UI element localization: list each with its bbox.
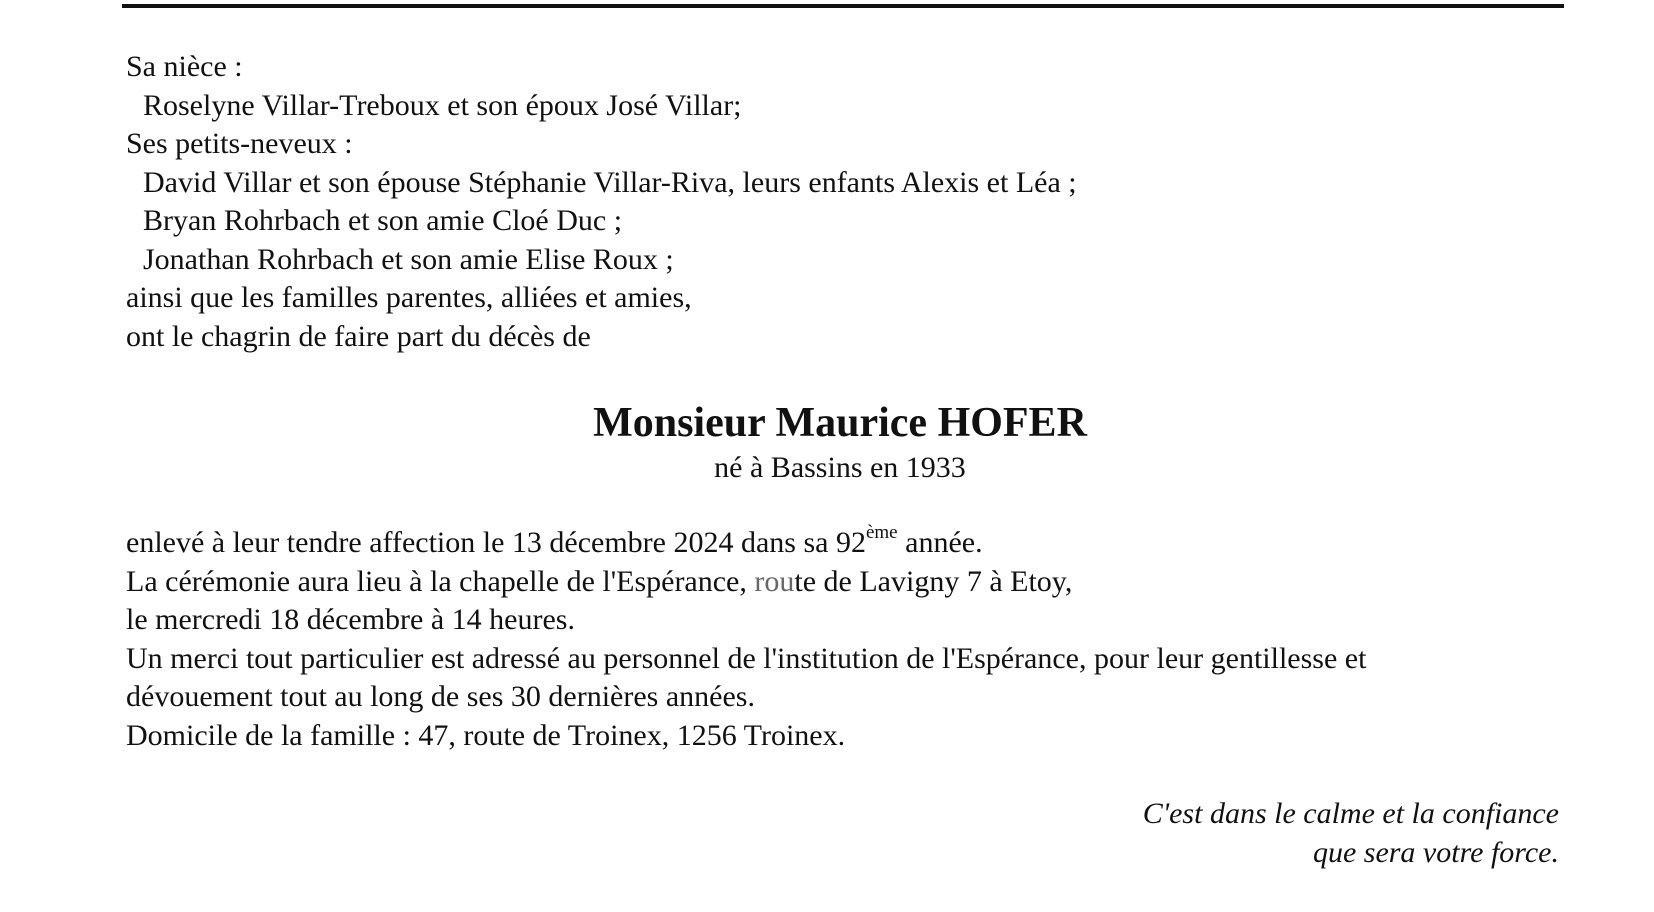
ceremony-text-end: te de Lavigny 7 à Etoy,	[794, 564, 1073, 598]
domicile-line: Domicile de la famille : 47, route de Troinex, 1256 Troinex.	[126, 718, 846, 752]
ceremony-line	[126, 563, 1366, 602]
ceremony-text: La cérémonie aura lieu à la chapelle de l'Espérance,	[126, 564, 755, 598]
niece-label: Sa nièce :	[126, 50, 243, 83]
birth-line: né à Bassins en 1933	[714, 451, 966, 484]
niece-name: Roselyne Villar-Treboux et son époux José Villar;	[143, 88, 742, 122]
details-section	[126, 524, 1366, 755]
family-section	[126, 48, 1077, 356]
thanks-line: Un merci tout particulier est adressé au personnel de l'institution de l'Espérance, pour leur gentillesse et	[126, 641, 1367, 675]
death-text: enlevé à leur tendre affection le 13 décembre 2024 dans sa 92	[126, 526, 866, 559]
announcement-line: ont le chagrin de faire part du décès de	[126, 319, 591, 353]
grand-nephews-label: Ses petits-neveux :	[126, 127, 353, 160]
thanks-line-continued: dévouement tout au long de ses 30 dernières années.	[126, 680, 755, 713]
quote-line: C'est dans le calme et la confiance	[1142, 797, 1559, 830]
ceremony-date: le mercredi 18 décembre à 14 heures.	[126, 603, 575, 636]
grand-nephew-line: David Villar et son épouse Stéphanie Villar-Riva, leurs enfants Alexis et Léa ;	[143, 165, 1077, 199]
death-line	[126, 524, 1366, 563]
relatives-line: ainsi que les familles parentes, alliées et amies,	[126, 281, 692, 314]
ceremony-grey-text: rou	[754, 564, 795, 598]
grand-nephew-line: Jonathan Rohrbach et son amie Elise Roux ;	[143, 242, 674, 276]
death-suffix: année.	[897, 526, 983, 559]
quote-line: que sera votre force.	[1312, 835, 1559, 869]
grand-nephew-line: Bryan Rohrbach et son amie Cloé Duc ;	[143, 204, 623, 237]
closing-quote	[1143, 795, 1559, 872]
top-rule	[122, 4, 1564, 8]
deceased-name: Monsieur Maurice HOFER	[593, 400, 1087, 446]
ordinal-superscript: ème	[865, 522, 898, 543]
